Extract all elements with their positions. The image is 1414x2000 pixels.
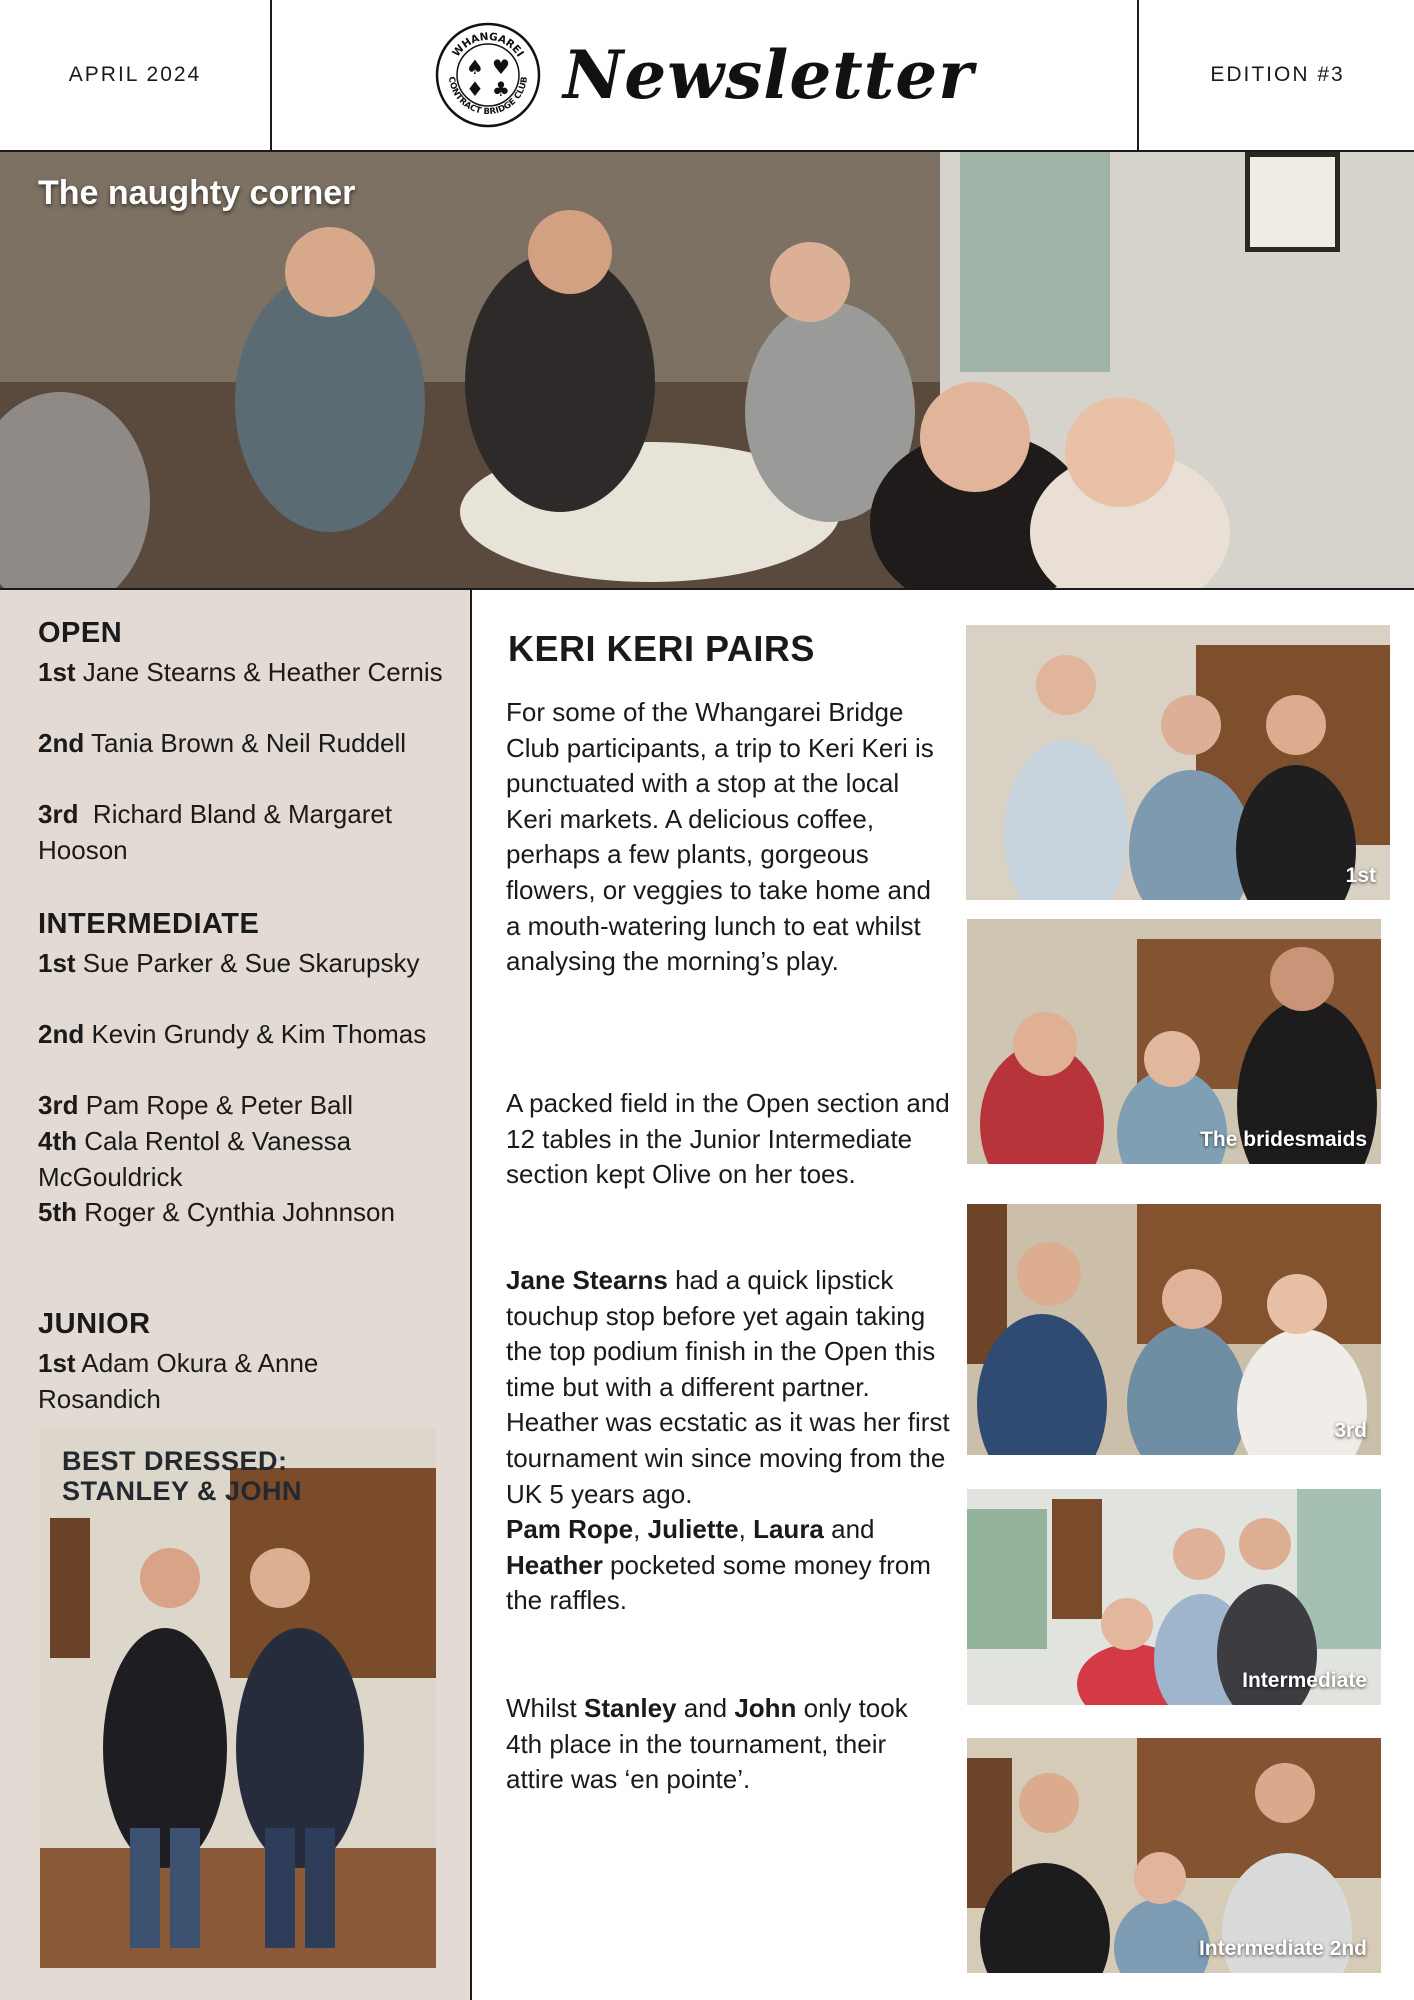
article-title: KERI KERI PAIRS: [508, 628, 815, 669]
open-result-3: 3rd Richard Bland & Margaret Hooson: [38, 799, 400, 865]
svg-text:♠: ♠: [465, 55, 484, 79]
edition-number: EDITION #3: [1137, 0, 1414, 150]
intermediate-section-title: INTERMEDIATE: [38, 908, 260, 940]
hero-photo-illustration: [0, 152, 1414, 590]
issue-date: APRIL 2024: [0, 0, 272, 150]
open-result-2: 2nd Tania Brown & Neil Ruddell: [38, 728, 407, 758]
best-dressed-photo: [40, 1428, 436, 1968]
club-logo: [435, 22, 541, 128]
article-paragraph-2: A packed field in the Open section and 12 tables in the Junior Intermediate section kept Olive on her toes.: [506, 1088, 950, 1190]
masthead: [272, 0, 1137, 150]
photo-label-2: The bridesmaids: [1200, 1128, 1367, 1151]
logo-bottom-text: CONTRACT BRIDGE CLUB: [445, 76, 531, 118]
photo-label-1: 1st: [1345, 864, 1376, 887]
logo-top-text: WHANGAREI: [450, 30, 526, 60]
intermediate-result-2: 2nd Kevin Grundy & Kim Thomas: [38, 1019, 427, 1049]
open-result-1: 1st Jane Stearns & Heather Cernis: [38, 657, 443, 687]
photo-third-place: [967, 1204, 1381, 1455]
photo-label-4: Intermediate: [1242, 1669, 1367, 1692]
article-paragraph-1: For some of the Whangarei Bridge Club participants, a trip to Keri Keri is punctuated with a stop at the local Keri markets. A delicious coffee, perhaps a few plants, gorgeous flowers, or veggies to take home and a mouth-watering lunch to eat whilst analysing the morning’s play.: [506, 697, 934, 977]
best-dressed-line-1: BEST DRESSED:: [62, 1446, 288, 1476]
article-paragraph-4: Whilst Stanley and John only took 4th place in the tournament, their attire was ‘en pointe’.: [506, 1693, 908, 1795]
intermediate-result-4: 4th Cala Rentol & Vanessa McGouldrick: [38, 1126, 352, 1192]
svg-text:♣: ♣: [491, 77, 510, 101]
hero-photo: [0, 152, 1414, 590]
svg-text:♦: ♦: [465, 77, 484, 101]
best-dressed-illustration: [40, 1428, 436, 1968]
hero-caption: The naughty corner: [38, 174, 356, 212]
intermediate-result-5: 5th Roger & Cynthia Johnnson: [38, 1197, 395, 1227]
photo-intermediate: [967, 1489, 1381, 1705]
intermediate-result-1: 1st Sue Parker & Sue Skarupsky: [38, 948, 420, 978]
article-paragraph-3: Jane Stearns had a quick lipstick touchup stop before yet again taking the top podium finish in the Open this time but with a different partner. Heather was ecstatic as it was her first tournament win since moving from the UK 5 years ago. Pam Rope, Juliette, Laura and Heather pocketed some money from the raffles.: [506, 1265, 950, 1616]
junior-section-title: JUNIOR: [38, 1308, 151, 1340]
photo-label-3: 3rd: [1334, 1419, 1367, 1442]
svg-text:♥: ♥: [491, 55, 510, 79]
junior-result-1: 1st Adam Okura & Anne Rosandich: [38, 1348, 319, 1414]
newsletter-header: [0, 0, 1414, 152]
photo-label-5: Intermediate 2nd: [1198, 1937, 1367, 1960]
photo-third-place-illustration: [967, 1204, 1381, 1455]
photo-intermediate-second: [967, 1738, 1381, 1973]
open-section-title: OPEN: [38, 617, 123, 649]
intermediate-result-3: 3rd Pam Rope & Peter Ball: [38, 1090, 354, 1120]
newsletter-title: Newsletter: [562, 36, 975, 114]
photo-first-place: [966, 625, 1390, 900]
best-dressed-caption: [62, 1446, 302, 1506]
photo-first-place-illustration: [966, 625, 1390, 900]
photo-bridesmaids: [967, 919, 1381, 1164]
best-dressed-line-2: STANLEY & JOHN: [62, 1476, 303, 1506]
